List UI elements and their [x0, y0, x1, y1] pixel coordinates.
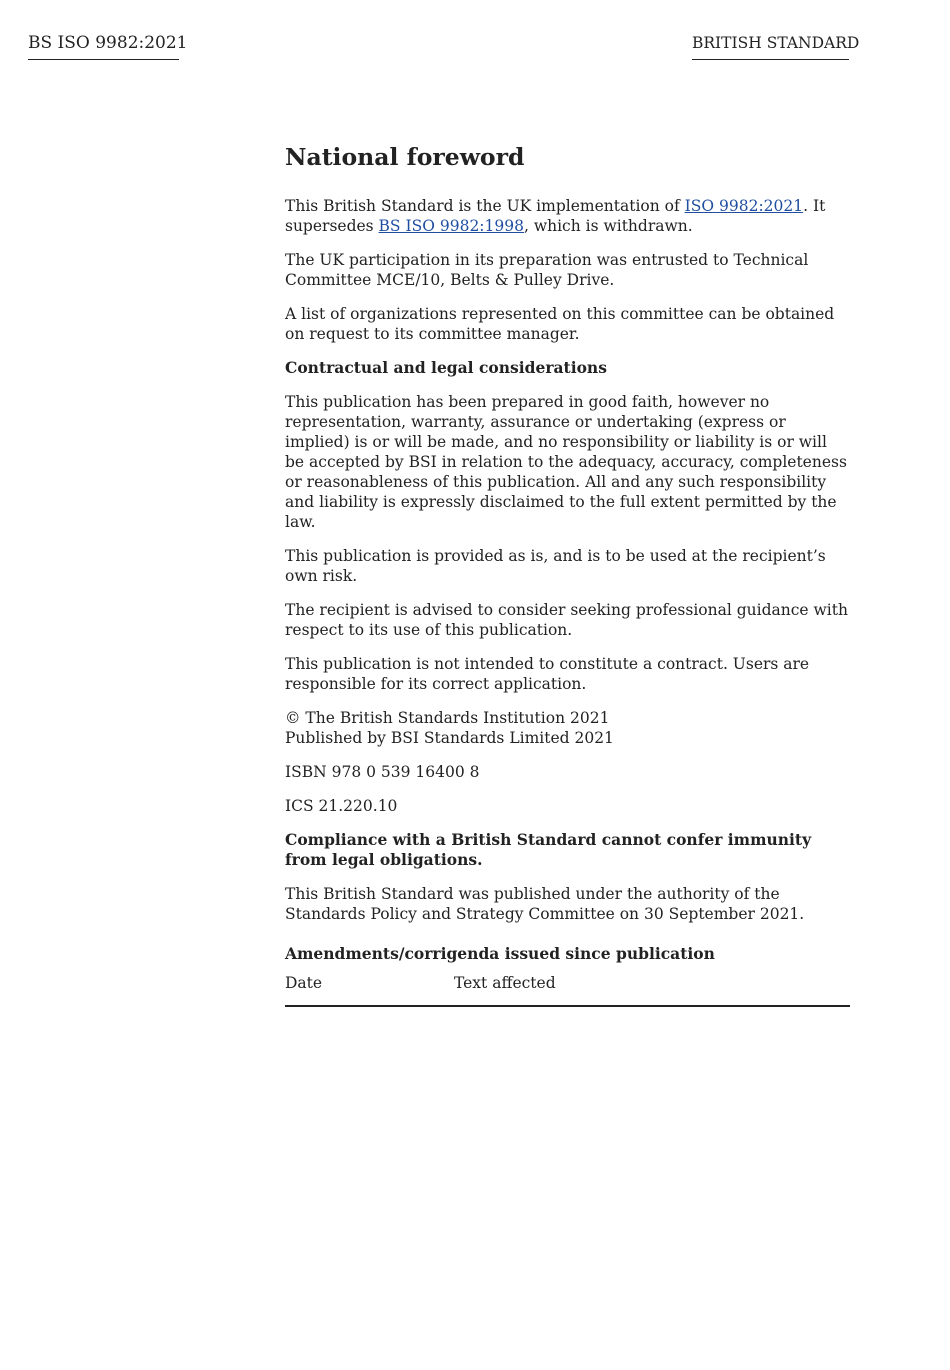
guidance-paragraph: The recipient is advised to consider seeking professional guidance with respect to its use of this publication.	[285, 601, 848, 639]
not-contract-paragraph: This publication is not intended to constitute a contract. Users are responsible for its correct application.	[285, 655, 810, 693]
copyright-block	[285, 708, 850, 748]
header-document-type: BRITISH STANDARD	[692, 33, 849, 60]
amendments-column-date: Date	[285, 974, 323, 992]
copyright-line: © The British Standards Institution 2021	[285, 709, 610, 727]
ics: ICS 21.220.10	[285, 797, 398, 815]
superseded-standard-link[interactable]: BS ISO 9982:1998	[378, 217, 524, 235]
header-document-id: BS ISO 9982:2021	[28, 32, 179, 60]
national-foreword-section	[285, 142, 850, 1007]
intro-paragraph	[285, 196, 850, 236]
disclaimer-paragraph: This publication has been prepared in good faith, however no representation, warranty, assurance or undertaking (express or implied) is or will be made, and no responsibility or liability is or will be accepted by BSI in relation to the adequacy, accuracy, completeness or reasonableness of this publication. All and any such responsibility and liability is expressly disclaimed to the full extent permitted by the law.	[285, 393, 847, 531]
contractual-heading: Contractual and legal considerations	[285, 358, 607, 377]
intro-text-start: This British Standard is the UK implementation of	[285, 197, 685, 215]
isbn: ISBN 978 0 539 16400 8	[285, 763, 480, 781]
intro-text-middle: . It supersedes	[285, 197, 826, 235]
authority-paragraph: This British Standard was published under the authority of the Standards Policy and Strategy Committee on 30 September 2021.	[285, 885, 805, 923]
publisher-line: Published by BSI Standards Limited 2021	[285, 729, 614, 747]
iso-standard-link[interactable]: ISO 9982:2021	[684, 197, 804, 215]
intro-text-end: , which is withdrawn.	[523, 217, 693, 235]
amendments-table	[285, 964, 850, 1007]
page-title: National foreword	[285, 143, 525, 171]
as-is-paragraph: This publication is provided as is, and is to be used at the recipient’s own risk.	[285, 547, 826, 585]
compliance-statement: Compliance with a British Standard cannot confer immunity from legal obligations.	[285, 830, 812, 869]
participation-paragraph: The UK participation in its preparation was entrusted to Technical Committee MCE/10, Belts & Pulley Drive.	[285, 251, 809, 289]
organizations-paragraph: A list of organizations represented on this committee can be obtained on request to its committee manager.	[285, 305, 835, 343]
amendments-column-text-affected: Text affected	[454, 974, 556, 992]
amendments-heading: Amendments/corrigenda issued since publication	[285, 944, 715, 963]
